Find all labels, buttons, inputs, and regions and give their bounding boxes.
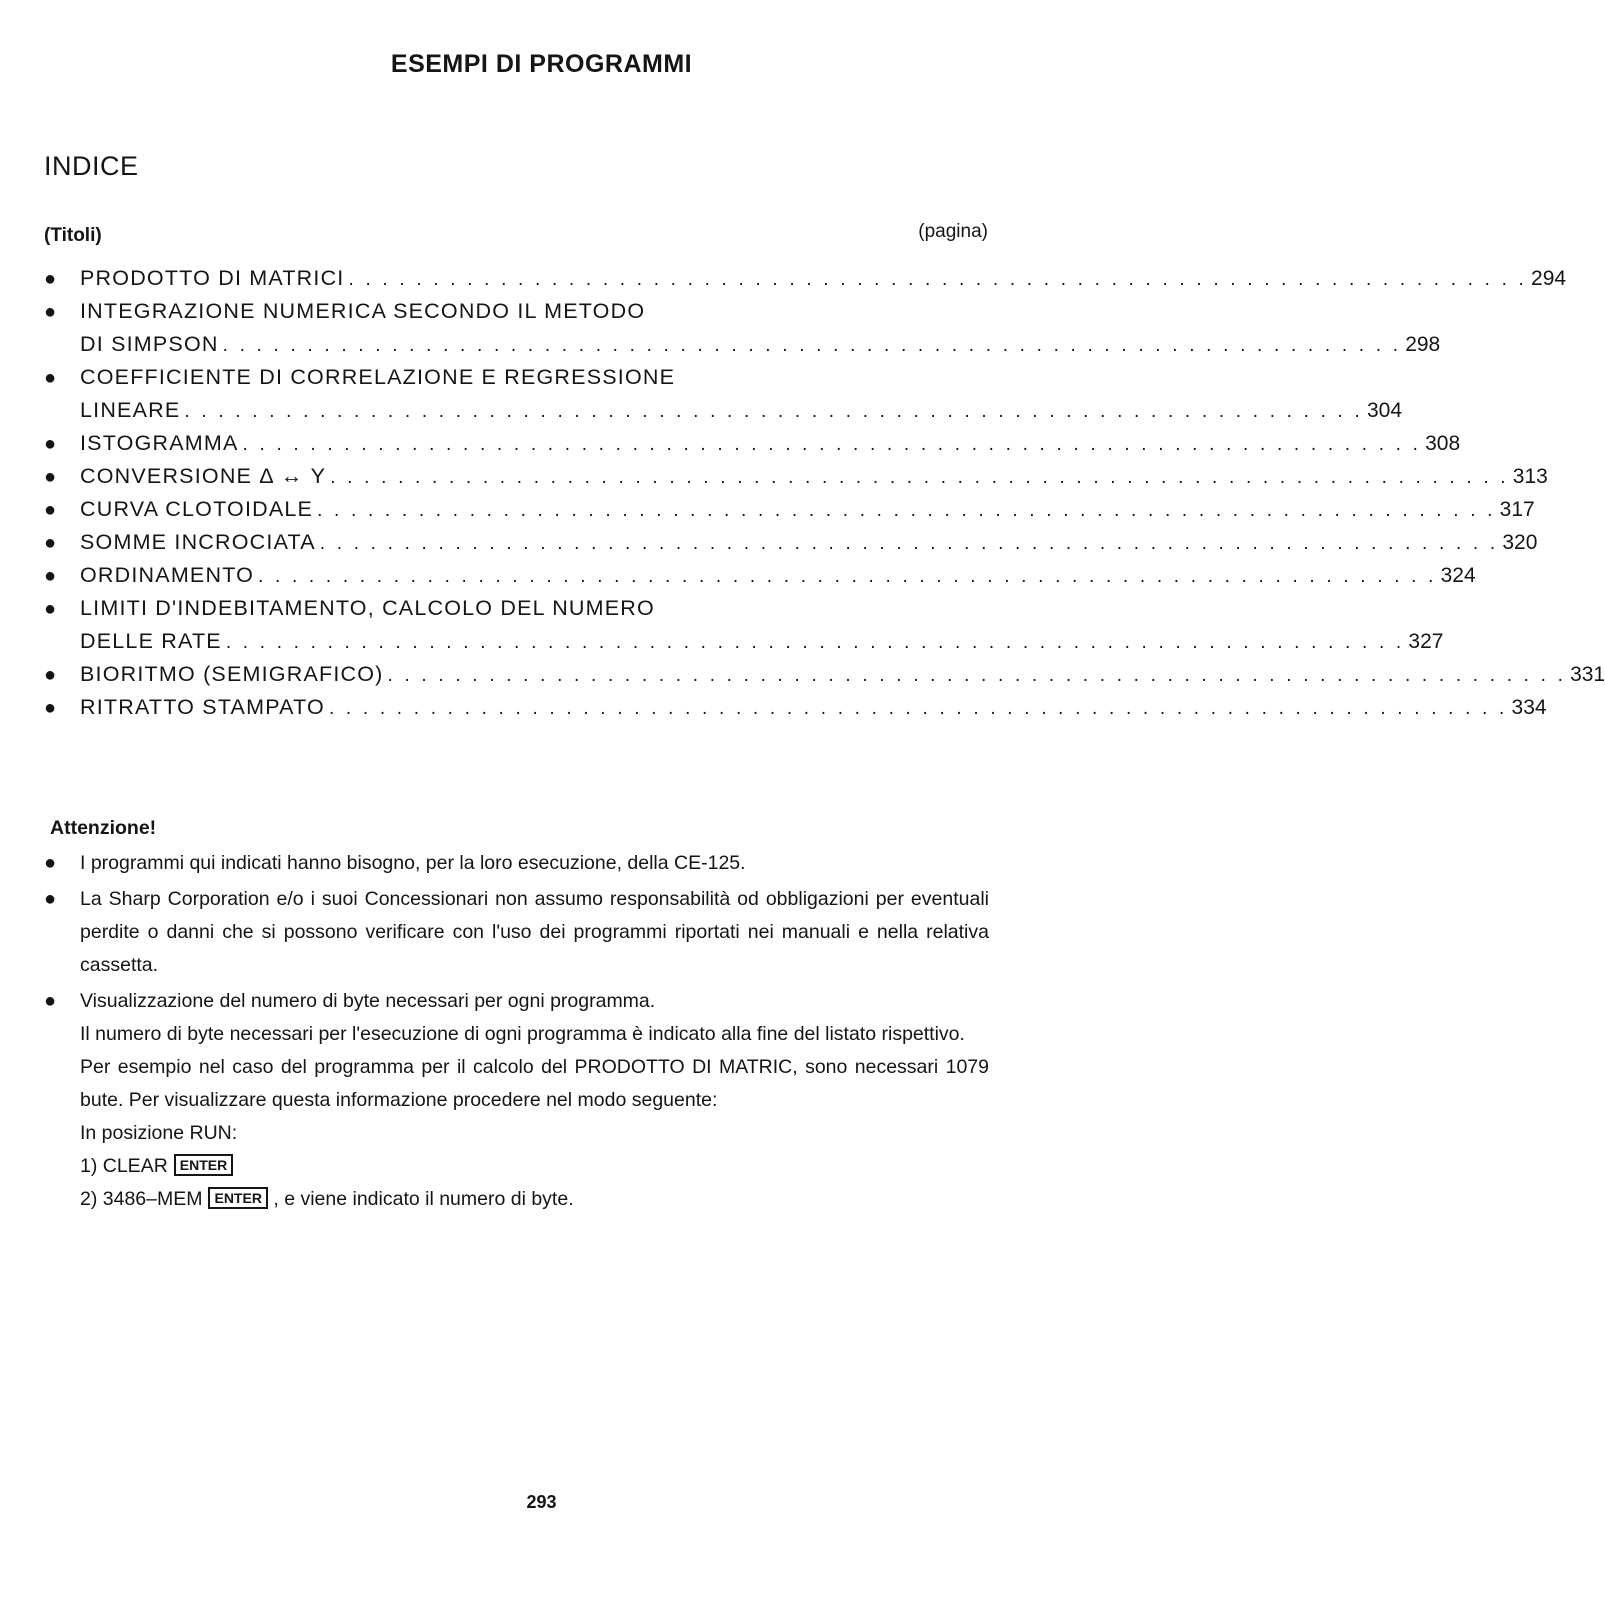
toc-line bbox=[44, 262, 1567, 295]
toc-title: ORDINAMENTO bbox=[80, 563, 255, 587]
toc-line bbox=[44, 328, 1441, 361]
dot-leader: . . . . . . . . . . . . . . . . . . . . . . . . . . . . . . . . . . . . . . . . . . . . . . . . . . . . . . . . . . . . . . . . . . . . . . bbox=[330, 467, 1509, 488]
bullet-icon: ● bbox=[44, 598, 58, 620]
bullet-icon: ● bbox=[44, 499, 58, 521]
toc-page-number: 324 bbox=[1440, 564, 1476, 587]
bullet-icon: ● bbox=[44, 433, 58, 455]
dot-leader: . . . . . . . . . . . . . . . . . . . . . . . . . . . . . . . . . . . . . . . . . . . . . . . . . . . . . . . . . . . . . . . . . . . . . . bbox=[387, 665, 1567, 686]
dot-leader: . . . . . . . . . . . . . . . . . . . . . . . . . . . . . . . . . . . . . . . . . . . . . . . . . . . . . . . . . . . . . . . . . . . . . . bbox=[328, 698, 1508, 719]
dot-leader: . . . . . . . . . . . . . . . . . . . . . . . . . . . . . . . . . . . . . . . . . . . . . . . . . . . . . . . . . . . . . . . . . . . . . . bbox=[242, 434, 1422, 455]
toc-line bbox=[44, 625, 1444, 658]
toc-line bbox=[44, 460, 1548, 493]
dot-leader: . . . . . . . . . . . . . . . . . . . . . . . . . . . . . . . . . . . . . . . . . . . . . . . . . . . . . . . . . . . . . . . . . . . . . . bbox=[225, 632, 1405, 653]
step-text: 2) 3486–MEM bbox=[80, 1188, 203, 1210]
toc-page-number: 313 bbox=[1512, 465, 1548, 488]
toc-entry bbox=[44, 427, 1461, 460]
dot-leader: . . . . . . . . . . . . . . . . . . . . . . . . . . . . . . . . . . . . . . . . . . . . . . . . . . . . . . . . . . . . . . . . . . . . . . bbox=[317, 500, 1496, 521]
bullet-icon: ● bbox=[44, 852, 57, 874]
toc-entry bbox=[44, 526, 1538, 559]
toc-title: DI SIMPSON bbox=[80, 332, 219, 356]
toc-page-number: 331 bbox=[1570, 663, 1605, 686]
bullet-icon: ● bbox=[44, 565, 58, 587]
page-number: 293 bbox=[526, 1492, 557, 1512]
toc-entry bbox=[44, 460, 1548, 493]
step-text: 1) CLEAR bbox=[80, 1155, 168, 1177]
toc-entry bbox=[44, 592, 1444, 658]
toc-page-number: 308 bbox=[1425, 432, 1461, 455]
titles-column-label: (Titoli) bbox=[44, 225, 102, 246]
toc-page-number: 327 bbox=[1408, 630, 1444, 653]
toc-entry bbox=[44, 658, 1605, 691]
toc-title: COEFFICIENTE DI CORRELAZIONE E REGRESSIONE bbox=[80, 365, 676, 389]
toc-title: DELLE RATE bbox=[80, 629, 222, 653]
toc-line bbox=[44, 592, 989, 625]
toc-line bbox=[44, 361, 989, 394]
toc-title: PRODOTTO DI MATRICI bbox=[80, 266, 345, 290]
attention-note bbox=[44, 985, 989, 1216]
toc-entry bbox=[44, 559, 1476, 592]
dot-leader: . . . . . . . . . . . . . . . . . . . . . . . . . . . . . . . . . . . . . . . . . . . . . . . . . . . . . . . . . . . . . . . . . . . . . . bbox=[184, 401, 1363, 422]
toc-title: RITRATTO STAMPATO bbox=[80, 695, 325, 719]
note-paragraph: La Sharp Corporation e/o i suoi Concessionari non assumo responsabilità od obbligazioni per eventuali perdite o danni che si possono verificare con l'uso dei programmi riportati nei manuali e nella relativa cassetta. bbox=[80, 888, 989, 976]
toc-title: ISTOGRAMMA bbox=[80, 431, 239, 455]
toc-line bbox=[44, 691, 1547, 724]
toc-title: SOMME INCROCIATA bbox=[80, 530, 316, 554]
toc-entry bbox=[44, 262, 1567, 295]
toc-line bbox=[44, 427, 1461, 460]
toc-title: LINEARE bbox=[80, 398, 181, 422]
bullet-icon: ● bbox=[44, 697, 58, 719]
toc-line bbox=[44, 559, 1476, 592]
toc-page-number: 320 bbox=[1502, 531, 1538, 554]
step-line bbox=[80, 1150, 989, 1183]
note-paragraph: I programmi qui indicati hanno bisogno, per la loro esecuzione, della CE-125. bbox=[80, 852, 746, 874]
dot-leader: . . . . . . . . . . . . . . . . . . . . . . . . . . . . . . . . . . . . . . . . . . . . . . . . . . . . . . . . . . . . . . . . . . . . . . bbox=[319, 533, 1499, 554]
toc-page-number: 334 bbox=[1511, 696, 1547, 719]
toc-page-number: 317 bbox=[1499, 498, 1535, 521]
enter-key: ENTER bbox=[174, 1154, 233, 1176]
step-suffix: , e viene indicato il numero di byte. bbox=[267, 1188, 574, 1210]
toc-line bbox=[44, 526, 1538, 559]
note-paragraph: Il numero di byte necessari per l'esecuzione di ogni programma è indicato alla fine del listato rispettivo. bbox=[80, 1023, 965, 1045]
step-line bbox=[80, 1183, 989, 1216]
toc-line bbox=[44, 295, 989, 328]
toc-title: BIORITMO (SEMIGRAFICO) bbox=[80, 662, 384, 686]
bullet-icon: ● bbox=[44, 301, 58, 323]
note-paragraph: In posizione RUN: bbox=[80, 1122, 238, 1144]
toc-title: LIMITI D'INDEBITAMENTO, CALCOLO DEL NUMERO bbox=[80, 596, 655, 620]
attention-label: Attenzione! bbox=[50, 817, 157, 839]
table-of-contents bbox=[44, 262, 1605, 724]
toc-entry bbox=[44, 295, 1441, 361]
note-paragraph: Visualizzazione del numero di byte necessari per ogni programma. bbox=[80, 990, 656, 1012]
enter-key: ENTER bbox=[208, 1187, 267, 1209]
toc-entry bbox=[44, 691, 1547, 724]
page-column-label: (pagina) bbox=[918, 221, 988, 242]
toc-page-number: 304 bbox=[1366, 399, 1403, 422]
bullet-icon: ● bbox=[44, 990, 57, 1012]
toc-entry bbox=[44, 361, 1403, 427]
toc-title: CONVERSIONE Δ ↔ Y bbox=[80, 464, 327, 488]
toc-entry bbox=[44, 493, 1535, 526]
toc-line bbox=[44, 493, 1535, 526]
page-title: ESEMPI DI PROGRAMMI bbox=[390, 50, 693, 78]
dot-leader: . . . . . . . . . . . . . . . . . . . . . . . . . . . . . . . . . . . . . . . . . . . . . . . . . . . . . . . . . . . . . . . . . . . . . . bbox=[222, 335, 1402, 356]
attention-note bbox=[44, 883, 989, 982]
bullet-icon: ● bbox=[44, 367, 58, 389]
bullet-icon: ● bbox=[44, 268, 58, 290]
toc-line bbox=[44, 658, 1605, 691]
bullet-icon: ● bbox=[44, 888, 57, 910]
toc-page-number: 298 bbox=[1405, 333, 1441, 356]
bullet-icon: ● bbox=[44, 664, 58, 686]
note-paragraph: Per esempio nel caso del programma per il calcolo del PRODOTTO DI MATRIC, sono necessari 1079 bute. Per visualizzare questa informazione procedere nel modo seguente: bbox=[80, 1056, 989, 1111]
toc-page-number: 294 bbox=[1531, 267, 1567, 290]
bullet-icon: ● bbox=[44, 532, 58, 554]
attention-note bbox=[44, 847, 989, 880]
index-heading: INDICE bbox=[44, 151, 139, 181]
toc-title: INTEGRAZIONE NUMERICA SECONDO IL METODO bbox=[80, 299, 646, 323]
bullet-icon: ● bbox=[44, 466, 58, 488]
toc-title: CURVA CLOTOIDALE bbox=[80, 497, 314, 521]
toc-line bbox=[44, 394, 1403, 427]
dot-leader: . . . . . . . . . . . . . . . . . . . . . . . . . . . . . . . . . . . . . . . . . . . . . . . . . . . . . . . . . . . . . . . . . . . . . . bbox=[348, 269, 1528, 290]
dot-leader: . . . . . . . . . . . . . . . . . . . . . . . . . . . . . . . . . . . . . . . . . . . . . . . . . . . . . . . . . . . . . . . . . . . . . . bbox=[258, 566, 1437, 587]
attention-notes bbox=[44, 847, 989, 1219]
